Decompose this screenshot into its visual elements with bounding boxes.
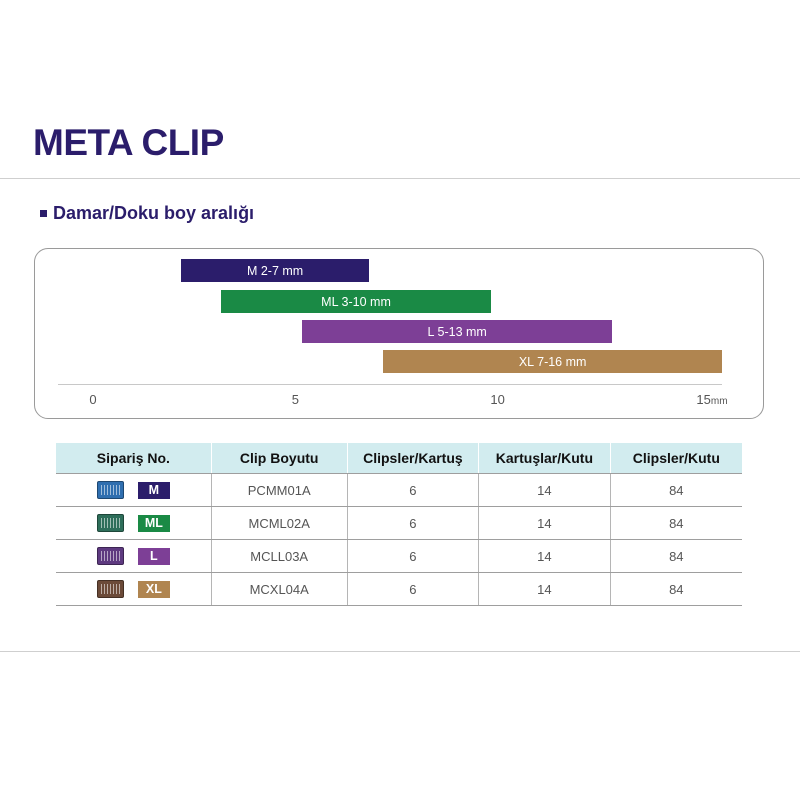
size-badge: L: [138, 548, 170, 565]
range-bar-xl: XL 7-16 mm: [383, 350, 722, 373]
cartridges-per-box-cell: 14: [479, 540, 610, 573]
order-no-cell: [56, 573, 211, 606]
cartridges-per-box-cell: 14: [479, 573, 610, 606]
x-tick-label: 5: [291, 392, 299, 407]
clip-size-cell: MCXL04A: [211, 573, 347, 606]
clips-per-box-cell: 84: [610, 507, 742, 540]
section-title: Damar/Doku boy aralığı: [53, 203, 255, 223]
cartridges-per-box-cell: 14: [479, 507, 610, 540]
order-no-cell: [56, 474, 211, 507]
size-badge: XL: [138, 581, 170, 598]
header-order-no: Sipariş No.: [56, 443, 211, 474]
page-title: META CLIP: [33, 122, 224, 163]
range-bar-ml: ML 3-10 mm: [221, 290, 490, 313]
clip-cartridge-icon: [97, 580, 124, 598]
x-tick-label: 0: [89, 392, 97, 407]
x-tick-label: 15mm: [696, 392, 728, 407]
clip-cartridge-icon: [97, 547, 124, 565]
clips-per-box-cell: 84: [610, 540, 742, 573]
x-tick-label: 10: [490, 392, 505, 407]
bullet-square-icon: [40, 210, 47, 217]
clip-size-cell: MCML02A: [211, 507, 347, 540]
header-clip-size: Clip Boyutu: [211, 443, 347, 474]
table-row: [56, 540, 742, 573]
range-bar-m: M 2-7 mm: [181, 259, 369, 282]
clips-per-box-cell: 84: [610, 573, 742, 606]
section-heading: [40, 203, 254, 224]
size-badge: M: [138, 482, 170, 499]
clip-cartridge-icon: [97, 514, 124, 532]
clips-per-cartridge-cell: 6: [347, 507, 479, 540]
header-cartridges-per-box: Kartuşlar/Kutu: [479, 443, 610, 474]
order-no-cell: [56, 507, 211, 540]
clip-size-cell: PCMM01A: [211, 474, 347, 507]
clips-per-cartridge-cell: 6: [347, 474, 479, 507]
cartridges-per-box-cell: 14: [479, 474, 610, 507]
size-badge: ML: [138, 515, 170, 532]
clips-per-cartridge-cell: 6: [347, 573, 479, 606]
header-clips-per-box: Clipsler/Kutu: [610, 443, 742, 474]
clip-cartridge-icon: [97, 481, 124, 499]
clip-size-cell: MCLL03A: [211, 540, 347, 573]
footer-divider: [0, 651, 800, 652]
table-row: [56, 573, 742, 606]
header-clips-per-cartridge: Clipsler/Kartuş: [347, 443, 479, 474]
clips-per-box-cell: 84: [610, 474, 742, 507]
header-divider: [0, 178, 800, 179]
clips-per-cartridge-cell: 6: [347, 540, 479, 573]
table-row: [56, 474, 742, 507]
order-no-cell: [56, 540, 211, 573]
chart-x-axis: [58, 384, 722, 385]
table-header-row: [56, 443, 742, 474]
table-row: [56, 507, 742, 540]
order-table: [56, 443, 742, 606]
range-bar-l: L 5-13 mm: [302, 320, 612, 343]
